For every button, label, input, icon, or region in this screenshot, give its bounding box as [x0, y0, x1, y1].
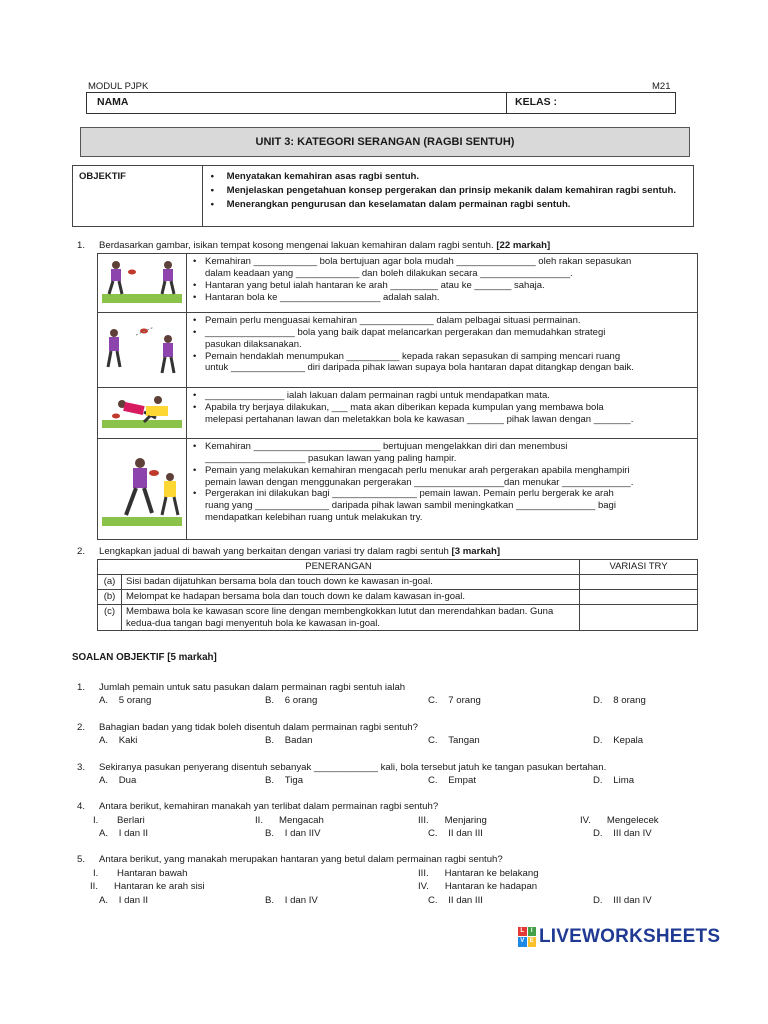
text-cell — [187, 254, 698, 313]
option-d[interactable]: D. III dan IV — [593, 828, 652, 839]
option-a[interactable]: A. Dua — [99, 775, 137, 786]
statement: IV. Hantaran ke hadapan — [418, 881, 538, 892]
question-number: 5. — [77, 854, 86, 865]
field-strip — [102, 294, 182, 303]
objective-item: • Menjelaskan pengetahuan konsep pergerakan dan prinsip mekanik dalam kemahiran ragbi sentuh. — [227, 185, 685, 197]
question-number: 1. — [77, 682, 86, 693]
option-c[interactable]: C. II dan III — [428, 895, 483, 906]
option-b[interactable]: B. Badan — [265, 735, 313, 746]
question-text: Antara berikut, yang manakah merupakan hantaran yang betul dalam permainan ragbi sentuh? — [99, 854, 503, 865]
option-c[interactable]: C. 7 orang — [428, 695, 481, 706]
statement: I. Berlari — [93, 815, 145, 826]
statement: II. Mengacah — [255, 815, 324, 826]
fill-line[interactable]: • _______________ ialah lakuan dalam permainan ragbi untuk mendapatkan mata. — [205, 390, 691, 402]
question-text: Sekiranya pasukan penyerang disentuh sebanyak ____________ kali, bola tersebut jatuh ke tangan pasukan bertahan. — [99, 762, 607, 773]
statement: III. Hantaran ke belakang — [418, 868, 539, 879]
fill-line[interactable]: pemain lawan dengan menggunakan pergerakan _________________dan menukar _____________. — [205, 476, 634, 488]
table-row — [98, 589, 698, 604]
try-variation-table — [97, 559, 698, 631]
try-illustration — [100, 390, 184, 432]
mcq-question — [77, 722, 418, 734]
fill-line[interactable]: untuk ______________ diri daripada pihak lawan supaya bola hantaran dapat ditangkap dengan baik. — [205, 362, 634, 374]
row-explanation: Sisi badan dijatuhkan bersama bola dan touch down ke kawasan in-goal. — [122, 574, 580, 589]
option-a[interactable]: A. I dan II — [99, 828, 149, 839]
fill-line[interactable]: • Pemain yang melakukan kemahiran mengacah perlu menukar arah pergerakan apabila menghampiri — [205, 465, 691, 477]
option-b[interactable]: B. 6 orang — [265, 695, 318, 706]
fill-line[interactable]: • Pergerakan ini dilakukan bagi ________________ pemain lawan. Pemain perlu bergerak ke arah — [205, 488, 691, 500]
fill-line[interactable]: • Pemain perlu menguasai kemahiran ______________ dalam pelbagai situasi permainan. — [205, 315, 691, 327]
row-explanation: Melompat ke hadapan bersama bola dan touch down ke dalam kawasan in-goal. — [122, 589, 580, 604]
player-icon — [144, 396, 168, 422]
ball-icon — [128, 270, 136, 275]
statement: I. Hantaran bawah — [93, 868, 188, 879]
option-d[interactable]: D. III dan IV — [593, 895, 652, 906]
text-cell — [187, 387, 698, 438]
statement: II. Hantaran ke arah sisi — [90, 881, 205, 892]
fill-line[interactable]: • Hantaran bola ke ___________________ adalah salah. — [205, 292, 691, 304]
question-1-title — [77, 240, 550, 252]
objective-section-title: SOALAN OBJEKTIF [5 markah] — [72, 652, 217, 663]
player-icon — [108, 329, 120, 367]
question-text: Jumlah pemain untuk satu pasukan dalam permainan ragbi sentuh ialah — [99, 682, 406, 693]
name-class-box — [86, 92, 676, 114]
objective-box — [72, 165, 694, 227]
column-header-variation: VARIASI TRY — [580, 560, 698, 575]
question-2-title — [77, 546, 500, 558]
column-header-explanation: PENERANGAN — [98, 560, 580, 575]
fill-line[interactable]: mendapatkan kelebihan ruang untuk melakukan try. — [205, 512, 423, 524]
brand-name: LIVEWORKSHEETS — [539, 926, 721, 947]
question-number: 4. — [77, 801, 86, 812]
module-label: MODUL PJPK — [88, 81, 149, 92]
liveworksheets-brand[interactable] — [518, 925, 720, 949]
question-text: Bahagian badan yang tidak boleh disentuh dalam permainan ragbi sentuh? — [99, 722, 418, 733]
field-strip — [102, 517, 182, 526]
option-a[interactable]: A. Kaki — [99, 735, 138, 746]
text-cell — [187, 312, 698, 387]
question-text: Lengkapkan jadual di bawah yang berkaitan dengan variasi try dalam ragbi sentuh — [99, 546, 449, 557]
player-icon — [126, 458, 152, 515]
fill-line[interactable]: • _________________ bola yang baik dapat melancarkan pergerakan dan memudahkan strategi — [205, 327, 691, 339]
table-header-row — [98, 560, 698, 575]
question-marks: [3 markah] — [451, 546, 501, 557]
table-row — [98, 438, 698, 539]
dodging-illustration — [100, 441, 184, 533]
fill-line[interactable]: • Apabila try berjaya dilakukan, ___ mata akan diberikan kepada kumpulan yang membawa bola — [205, 402, 691, 414]
variation-answer-cell[interactable] — [580, 589, 698, 604]
skills-table — [97, 253, 698, 540]
option-c[interactable]: C. Tangan — [428, 735, 480, 746]
picture-cell — [98, 254, 187, 313]
ball-icon — [112, 413, 120, 418]
mcq-question — [77, 801, 438, 813]
objective-label: OBJEKTIF — [73, 166, 203, 226]
option-a[interactable]: A. I dan II — [99, 895, 149, 906]
row-explanation: Membawa bola ke kawasan score line dengan membengkokkan lutut dan merendahkan badan. Guna kedua-dua tangan bagi menyentuh bola ke kawasan in-goal. — [122, 604, 580, 631]
picture-cell — [98, 387, 187, 438]
row-label: (a) — [98, 574, 122, 589]
picture-cell — [98, 438, 187, 539]
fill-line[interactable]: • Kemahiran ________________________ bertujuan mengelakkan diri dan menembusi — [205, 441, 691, 453]
player-icon — [162, 335, 174, 373]
fill-line[interactable]: melepasi pertahanan lawan dan meletakkan bola ke kawasan _______ pihak lawan dengan _______. — [205, 413, 634, 425]
mcq-question — [77, 762, 606, 774]
pass-arrow — [136, 327, 154, 335]
option-b[interactable]: B. I dan IIV — [265, 828, 321, 839]
liveworksheets-logo-icon: L I V E — [518, 927, 536, 947]
mcq-question — [77, 854, 503, 866]
table-row — [98, 604, 698, 631]
statement: IV. Mengelecek — [580, 815, 659, 826]
text-cell — [187, 438, 698, 539]
question-number: 1. — [77, 240, 86, 251]
name-field[interactable]: NAMA — [87, 93, 507, 113]
table-row — [98, 312, 698, 387]
mcq-question — [77, 682, 405, 694]
objective-item: • Menyatakan kemahiran asas ragbi sentuh. — [227, 171, 685, 183]
fill-line[interactable]: ruang yang ______________ daripada pihak lawan sambil meningkatkan _______________ bagi — [205, 500, 616, 512]
fill-line[interactable]: dalam keadaan yang ____________ dan boleh dilakukan secara _________________. — [205, 267, 573, 279]
question-text: Berdasarkan gambar, isikan tempat kosong mengenai lakuan kemahiran dalam ragbi sentuh. — [99, 240, 494, 251]
ball-icon — [149, 470, 159, 476]
option-b[interactable]: B. I dan IV — [265, 895, 318, 906]
option-c[interactable]: C. Empat — [428, 775, 476, 786]
picture-cell — [98, 312, 187, 387]
fill-line[interactable]: • Pemain hendaklah menumpukan __________ kepada rakan sepasukan di samping mencari ruang — [205, 351, 691, 363]
question-number: 3. — [77, 762, 86, 773]
fill-line[interactable]: ___________________ pasukan lawan yang paling hampir. — [205, 452, 457, 464]
unit-title: UNIT 3: KATEGORI SERANGAN (RAGBI SENTUH) — [80, 127, 690, 157]
table-row — [98, 254, 698, 313]
player-icon — [162, 473, 178, 515]
catching-illustration — [100, 315, 184, 381]
player-icon — [109, 261, 122, 294]
option-d[interactable]: D. Lima — [593, 775, 635, 786]
question-text: Antara berikut, kemahiran manakah yan terlibat dalam permainan ragbi sentuh? — [99, 801, 439, 812]
variation-answer-cell[interactable] — [580, 574, 698, 589]
variation-answer-cell[interactable] — [580, 604, 698, 631]
table-row — [98, 387, 698, 438]
objective-list — [203, 166, 693, 226]
fill-line[interactable]: • Hantaran yang betul ialah hantaran ke arah _________ atau ke _______ sahaja. — [205, 280, 691, 292]
module-code: M21 — [652, 81, 671, 92]
option-a[interactable]: A. 5 orang — [99, 695, 152, 706]
option-d[interactable]: D. 8 orang — [593, 695, 646, 706]
field-strip — [102, 420, 182, 428]
question-number: 2. — [77, 722, 86, 733]
class-field[interactable]: KELAS : — [515, 96, 557, 108]
passing-illustration — [100, 256, 184, 306]
option-c[interactable]: C. II dan III — [428, 828, 483, 839]
option-b[interactable]: B. Tiga — [265, 775, 304, 786]
objective-item: • Menerangkan pengurusan dan keselamatan dalam permainan ragbi sentuh. — [227, 199, 685, 211]
question-marks: [22 markah] — [496, 240, 551, 251]
table-row — [98, 574, 698, 589]
row-label: (b) — [98, 589, 122, 604]
row-label: (c) — [98, 604, 122, 631]
question-number: 2. — [77, 546, 86, 557]
player-icon — [162, 261, 174, 294]
fill-line[interactable]: pasukan dilaksanakan. — [205, 338, 302, 350]
fill-line[interactable]: • Kemahiran ____________ bola bertujuan agar bola mudah _______________ oleh rakan sepasukan — [205, 256, 691, 268]
option-d[interactable]: D. Kepala — [593, 735, 644, 746]
statement: III. Menjaring — [418, 815, 487, 826]
